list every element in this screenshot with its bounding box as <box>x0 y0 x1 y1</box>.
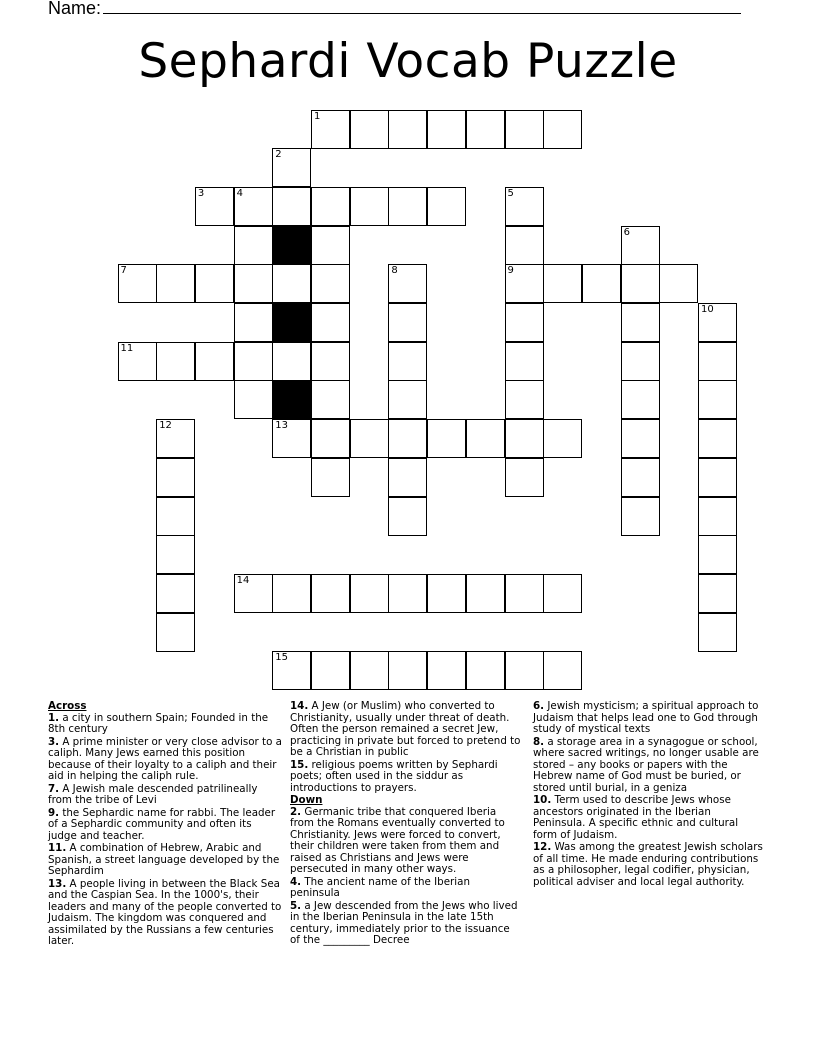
grid-cell[interactable] <box>543 574 582 613</box>
clue-number: 8 <box>391 265 398 277</box>
grid-cell[interactable] <box>466 651 505 690</box>
clue-number-label: 11. <box>48 842 67 854</box>
grid-cell[interactable] <box>698 380 737 419</box>
grid-cell[interactable] <box>543 264 582 303</box>
grid-cell[interactable] <box>621 342 660 381</box>
grid-cell[interactable] <box>272 574 311 613</box>
grid-cell[interactable] <box>621 458 660 497</box>
grid-cell[interactable] <box>698 613 737 652</box>
clue-item <box>533 842 765 888</box>
down-header: Down <box>290 794 323 806</box>
grid-cell[interactable] <box>505 264 544 303</box>
grid-cell[interactable] <box>505 342 544 381</box>
grid-cell[interactable] <box>505 187 544 226</box>
grid-cell[interactable] <box>234 226 273 265</box>
across-header: Across <box>48 700 87 712</box>
clue-text: The ancient name of the Iberian peninsula <box>290 875 470 899</box>
grid-cell[interactable] <box>350 187 389 226</box>
grid-cell[interactable] <box>543 419 582 458</box>
grid-cell[interactable] <box>388 458 427 497</box>
clues-column-3 <box>533 701 765 889</box>
grid-cell[interactable] <box>195 342 234 381</box>
grid-cell[interactable] <box>272 148 311 187</box>
black-square <box>272 380 311 419</box>
grid-cell[interactable] <box>388 264 427 303</box>
grid-cell[interactable] <box>311 574 350 613</box>
clue-text: a Jew descended from the Jews who lived in the Iberian Peninsula in the late 15th century, immediately prior to the issuance of the _________ Decree <box>290 899 518 946</box>
grid-cell[interactable] <box>505 419 544 458</box>
grid-cell[interactable] <box>505 651 544 690</box>
grid-cell[interactable] <box>505 574 544 613</box>
clue-item <box>48 713 283 736</box>
grid-cell[interactable] <box>388 380 427 419</box>
clue-text: Germanic tribe that conquered Iberia from the Romans eventually converted to Christianity. Jews were forced to convert, their children were taken from them and raised as Christians and Jews were persecuted in many other ways. <box>290 805 505 875</box>
grid-cell[interactable] <box>350 419 389 458</box>
grid-cell[interactable] <box>621 419 660 458</box>
clue-number: 15 <box>275 652 289 664</box>
clue-item <box>48 843 283 878</box>
grid-cell[interactable] <box>350 651 389 690</box>
grid-cell[interactable] <box>698 342 737 381</box>
grid-cell[interactable] <box>311 264 350 303</box>
grid-cell[interactable] <box>427 419 466 458</box>
clue-text: Jewish mysticism; a spiritual approach to Judaism that helps lead one to God through study of mystical texts <box>533 700 759 735</box>
clue-item <box>48 784 283 807</box>
grid-cell[interactable] <box>311 651 350 690</box>
clue-item <box>290 701 522 759</box>
grid-cell[interactable] <box>272 264 311 303</box>
grid-cell[interactable] <box>543 651 582 690</box>
grid-cell[interactable] <box>621 380 660 419</box>
name-label: Name: <box>48 0 102 18</box>
grid-cell[interactable] <box>659 264 698 303</box>
clue-item <box>290 901 522 947</box>
grid-cell[interactable] <box>156 458 195 497</box>
clue-number-label: 7. <box>48 782 60 795</box>
grid-cell[interactable] <box>234 264 273 303</box>
clue-number: 4 <box>236 187 243 199</box>
clue-item <box>290 807 522 876</box>
clue-number: 13 <box>275 420 289 432</box>
clue-number: 12 <box>159 420 172 432</box>
grid-cell[interactable] <box>621 226 660 265</box>
grid-cell[interactable] <box>621 497 660 536</box>
clue-number-label: 8. <box>533 735 545 748</box>
grid-cell[interactable] <box>698 458 737 497</box>
grid-cell[interactable] <box>698 497 737 536</box>
clue-text: A combination of Hebrew, Arabic and Spanish, a street language developed by the Sephardim <box>48 842 280 877</box>
clue-number: 1 <box>314 110 321 122</box>
clue-number-label: 3. <box>48 735 60 748</box>
clue-number-label: 13. <box>48 877 67 890</box>
grid-cell[interactable] <box>311 342 350 381</box>
grid-cell[interactable] <box>311 110 350 149</box>
name-blank-line[interactable] <box>103 0 741 14</box>
clue-number: 3 <box>197 187 205 199</box>
clue-text: a storage area in a synagogue or school, where sacred writings, no longer usable are stored – any books or papers with the Hebrew name of God must be buried, or stored until burial, in a geniza <box>533 735 759 794</box>
grid-cell[interactable] <box>505 458 544 497</box>
grid-cell[interactable] <box>388 187 427 226</box>
clue-item <box>48 737 283 783</box>
grid-cell[interactable] <box>466 419 505 458</box>
grid-cell[interactable] <box>505 110 544 149</box>
grid-cell[interactable] <box>195 187 234 226</box>
clue-number: 9 <box>507 265 514 277</box>
black-square <box>272 226 311 265</box>
clue-item <box>48 879 283 948</box>
grid-cell[interactable] <box>118 342 157 381</box>
grid-cell[interactable] <box>621 264 660 303</box>
grid-cell[interactable] <box>156 419 195 458</box>
clue-item <box>533 701 765 736</box>
grid-cell[interactable] <box>195 264 234 303</box>
grid-cell[interactable] <box>427 651 466 690</box>
clue-text: religious poems written by Sephardi poets; often used in the siddur as introductions to prayers. <box>290 758 498 794</box>
clue-number-label: 9. <box>48 806 60 819</box>
clue-number: 14 <box>236 574 250 586</box>
grid-cell[interactable] <box>311 458 350 497</box>
clue-number-label: 10. <box>533 794 552 806</box>
grid-cell[interactable] <box>582 264 621 303</box>
grid-cell[interactable] <box>466 110 505 149</box>
grid-cell[interactable] <box>427 187 466 226</box>
grid-cell[interactable] <box>156 574 195 613</box>
grid-cell[interactable] <box>272 419 311 458</box>
clue-number-label: 2. <box>290 805 302 818</box>
grid-cell[interactable] <box>698 535 737 574</box>
grid-cell[interactable] <box>311 226 350 265</box>
grid-cell[interactable] <box>388 497 427 536</box>
grid-cell[interactable] <box>156 264 195 303</box>
grid-cell[interactable] <box>388 303 427 342</box>
grid-cell[interactable] <box>311 187 350 226</box>
clue-number: 5 <box>507 187 514 199</box>
clue-number-label: 4. <box>290 875 302 888</box>
clue-number: 11 <box>120 342 134 354</box>
grid-cell[interactable] <box>621 303 660 342</box>
clue-number-label: 1. <box>48 711 60 724</box>
grid-cell[interactable] <box>234 380 273 419</box>
grid-cell[interactable] <box>698 574 737 613</box>
clue-text: A prime minister or very close advisor to a caliph. Many Jews earned this position because of their loyalty to a caliph and their aid in helping the caliph rule. <box>48 735 282 782</box>
grid-cell[interactable] <box>234 303 273 342</box>
grid-cell[interactable] <box>272 187 311 226</box>
grid-cell[interactable] <box>388 342 427 381</box>
clue-number-label: 12. <box>533 841 552 853</box>
grid-cell[interactable] <box>388 651 427 690</box>
grid-cell[interactable] <box>156 535 195 574</box>
clue-number: 10 <box>701 304 714 315</box>
grid-cell[interactable] <box>118 264 157 303</box>
clue-number-label: 14. <box>290 700 309 712</box>
grid-cell[interactable] <box>388 110 427 149</box>
clue-number: 6 <box>623 226 630 238</box>
grid-cell[interactable] <box>156 342 195 381</box>
clue-text: the Sephardic name for rabbi. The leader of a Sephardic community and often its judge and teacher. <box>48 806 276 842</box>
grid-cell[interactable] <box>234 187 273 226</box>
grid-cell[interactable] <box>388 419 427 458</box>
clue-item <box>290 877 522 900</box>
name-field[interactable] <box>48 0 741 19</box>
grid-cell[interactable] <box>698 303 737 342</box>
clue-number: 2 <box>275 149 282 161</box>
grid-cell[interactable] <box>156 497 195 536</box>
grid-cell[interactable] <box>350 110 389 149</box>
grid-cell[interactable] <box>272 651 311 690</box>
grid-cell[interactable] <box>272 342 311 381</box>
clue-item <box>48 808 283 843</box>
clue-number-label: 6. <box>533 700 545 712</box>
grid-cell[interactable] <box>311 303 350 342</box>
clues-column-2 <box>290 701 522 948</box>
clue-number-label: 15. <box>290 758 309 771</box>
clue-text: a city in southern Spain; Founded in the 8th century <box>48 711 269 735</box>
grid-cell[interactable] <box>505 303 544 342</box>
grid-cell[interactable] <box>505 380 544 419</box>
grid-cell[interactable] <box>156 613 195 652</box>
clues-column-1 <box>48 701 283 949</box>
grid-cell[interactable] <box>311 380 350 419</box>
grid-cell[interactable] <box>427 110 466 149</box>
grid-cell[interactable] <box>466 574 505 613</box>
grid-cell[interactable] <box>350 574 389 613</box>
clue-text: A Jewish male descended patrilineally from the tribe of Levi <box>48 782 258 806</box>
grid-cell[interactable] <box>388 574 427 613</box>
clue-number-label: 5. <box>290 899 302 912</box>
clue-text: A Jew (or Muslim) who converted to Christianity, usually under threat of death. Often the person remained a secret Jew, practicing in private but forced to pretend to be a Christian in public <box>290 700 521 758</box>
clue-item <box>290 760 522 795</box>
grid-cell[interactable] <box>698 419 737 458</box>
grid-cell[interactable] <box>505 226 544 265</box>
grid-cell[interactable] <box>234 342 273 381</box>
clue-item <box>533 737 765 795</box>
puzzle-title: Sephardi Vocab Puzzle <box>138 34 678 89</box>
grid-cell[interactable] <box>311 419 350 458</box>
grid-cell[interactable] <box>234 574 273 613</box>
black-square <box>272 303 311 342</box>
clue-text: A people living in between the Black Sea and the Caspian Sea. In the 1000's, their leaders and many of the people converted to Judaism. The kingdom was conquered and assimilated by the Russians a few centuries later. <box>48 877 282 947</box>
clue-text: Was among the greatest Jewish scholars of all time. He made enduring contributions as a philosopher, legal codifier, physician, political adviser and local legal authority. <box>533 841 763 888</box>
clue-text: Term used to describe Jews whose ancestors originated in the Iberian Peninsula. A specific ethnic and cultural form of Judaism. <box>533 794 739 841</box>
grid-cell[interactable] <box>427 574 466 613</box>
clue-number: 7 <box>120 265 127 277</box>
clue-item <box>533 795 765 841</box>
grid-cell[interactable] <box>543 110 582 149</box>
